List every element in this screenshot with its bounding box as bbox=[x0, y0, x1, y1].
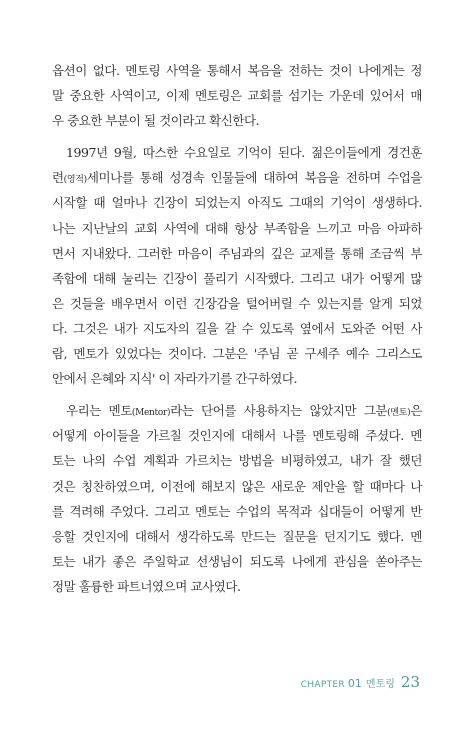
body-line: 정말 훌륭한 파트너였으며 교사였다. bbox=[52, 578, 241, 594]
body-line: 우 중요한 부분이 될 것이라고 확신한다. bbox=[52, 113, 260, 129]
body-line: 말 중요한 사역이고, 이제 멘토링은 교회를 섬기는 가운데 있어서 매 bbox=[52, 88, 422, 104]
annotation-small: (영적) bbox=[63, 175, 87, 186]
paragraph-gap bbox=[52, 391, 422, 398]
chapter-title: 멘토링 bbox=[365, 679, 395, 690]
body-line: 옵션이 없다. 멘토링 사역을 통해서 복음을 전하는 것이 나에게는 정 bbox=[52, 63, 422, 78]
body-line: 를 격려해 주었다. 그리고 멘토는 수업의 목적과 십대들이 어떻게 반 bbox=[52, 503, 422, 519]
paragraph-gap bbox=[52, 133, 422, 140]
body-line: 족함에 대해 눌리는 긴장이 풀리기 시작했다. 그리고 내가 어떻게 많 bbox=[52, 270, 422, 286]
chapter-number: 01 bbox=[347, 677, 362, 690]
body-line: 응할 것인지에 대해서 생각하도록 만드는 질문을 던지기도 했다. 멘 bbox=[52, 528, 422, 544]
running-footer bbox=[301, 673, 420, 691]
body-line bbox=[52, 165, 422, 190]
body-text-run: 련 bbox=[52, 170, 64, 186]
body-line: 것은 칭찬하였으며, 이전에 해보지 않은 새로운 제안을 할 때마다 나 bbox=[52, 478, 422, 494]
body-line bbox=[52, 398, 422, 423]
body-line: 안에서 은혜와 지식' 이 자라가기를 간구하였다. bbox=[52, 371, 298, 387]
body-line: 람, 멘토가 있었다는 것이다. 그분은 '주님 곧 구세주 예수 그리스도 bbox=[52, 346, 422, 362]
body-line: 토는 내가 좋은 주일학교 선생님이 되도록 나에게 관심을 쏟아주는 bbox=[52, 553, 422, 569]
body-text bbox=[52, 58, 422, 599]
annotation-small: (멘토) bbox=[387, 408, 411, 419]
chapter-label: CHAPTER bbox=[300, 680, 345, 690]
body-text-run: 은 bbox=[410, 403, 422, 419]
body-text-run: 세미나를 통해 성경속 인물들에 대하여 복음을 전하며 수업을 bbox=[86, 170, 422, 186]
body-line: 은 것들을 배우면서 이런 긴장감을 털어버릴 수 있는지를 알게 되었 bbox=[52, 295, 422, 311]
body-line: 면서 지내왔다. 그러한 마음이 주님과의 깊은 교제를 통해 조금씩 부 bbox=[52, 245, 422, 261]
body-line: 1997년 9월, 따스한 수요일로 기억이 된다. 젊은이들에게 경건훈 bbox=[66, 145, 422, 161]
page-number: 23 bbox=[400, 673, 420, 691]
body-line: 다. 그것은 내가 지도자의 길을 갈 수 있도록 옆에서 도와준 어떤 사 bbox=[52, 320, 422, 336]
body-text-run: 라는 단어를 사용하지는 않았지만 그분 bbox=[170, 403, 388, 419]
body-line: 나는 지난날의 교회 사역에 대해 항상 부족함을 느끼고 마음 아파하 bbox=[52, 220, 422, 236]
body-line: 시작할 때 얼마나 긴장이 되었는지 아직도 그때의 기억이 생생하다. bbox=[52, 195, 422, 211]
body-line: 어떻게 아이들을 가르칠 것인지에 대해서 나를 멘토링해 주셨다. 멘 bbox=[52, 428, 422, 444]
annotation-small: (Mentor) bbox=[131, 408, 171, 419]
body-text-run: 우리는 멘토 bbox=[66, 403, 132, 419]
body-line: 토는 나의 수업 계획과 가르치는 방법을 비평하였고, 내가 잘 했던 bbox=[52, 453, 422, 469]
